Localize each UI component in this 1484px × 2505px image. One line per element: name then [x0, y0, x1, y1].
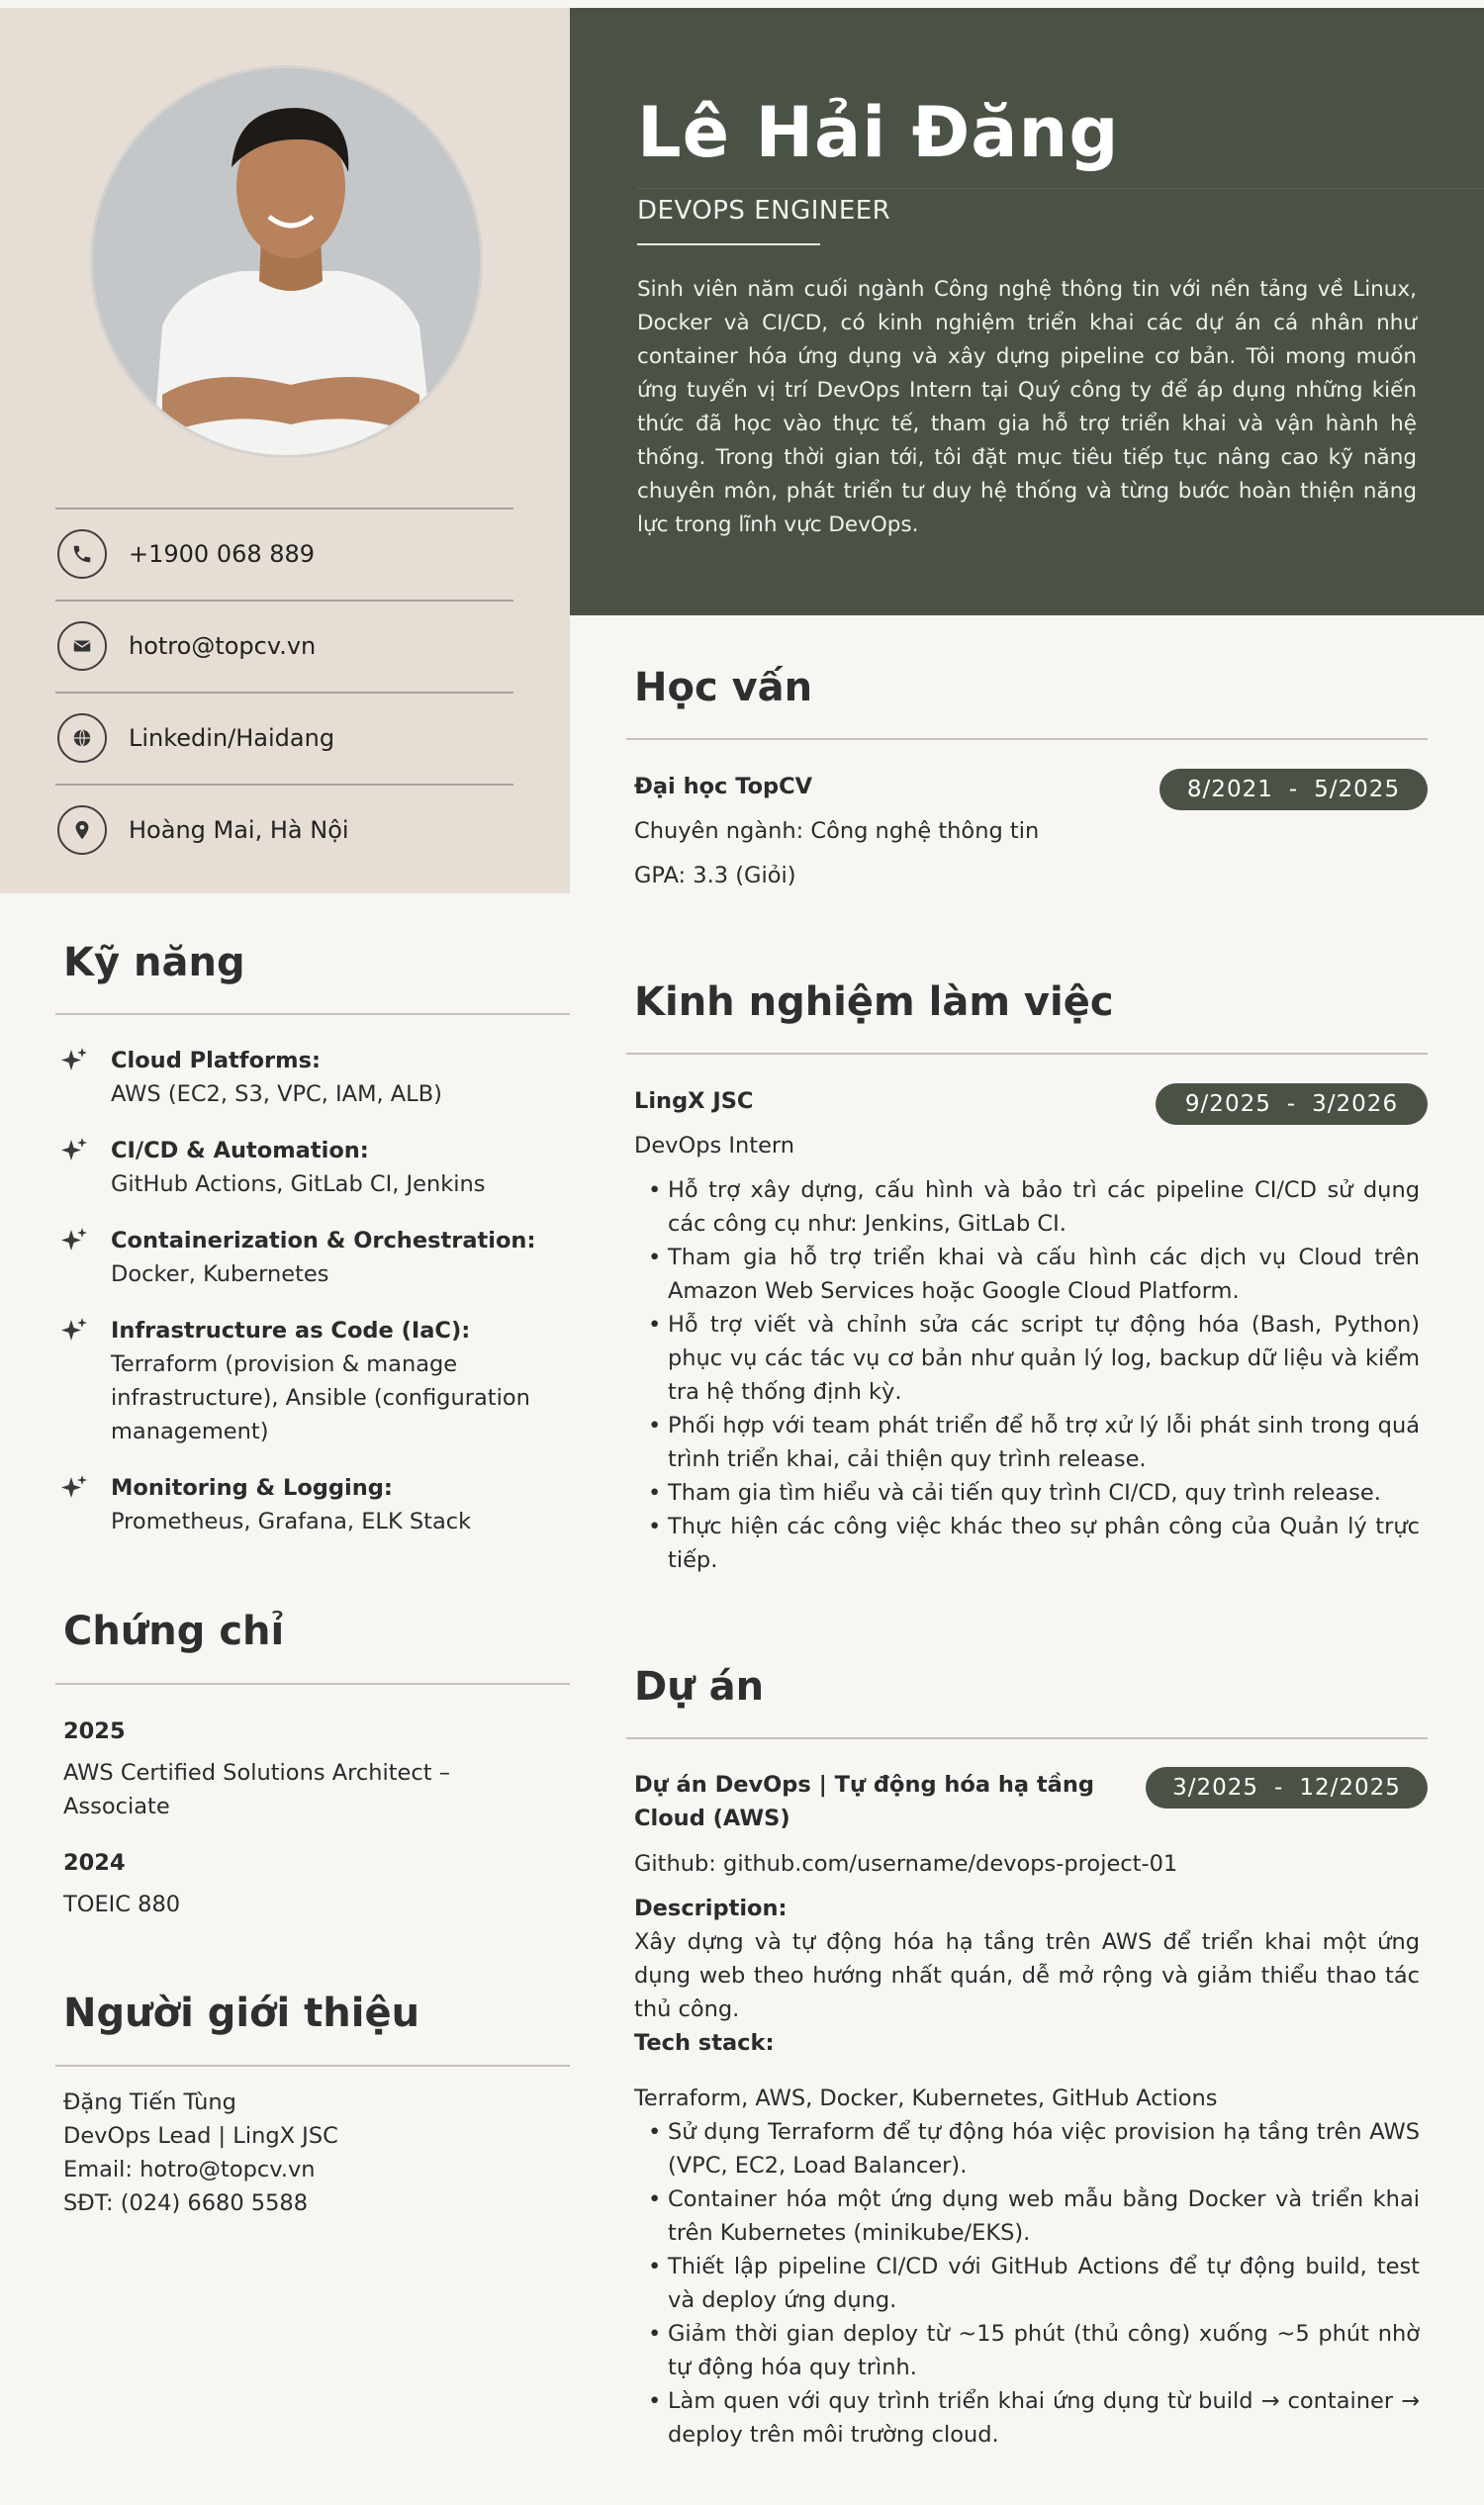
contact-phone-text: +1900 068 889 [129, 540, 316, 568]
globe-icon [57, 713, 107, 763]
education-major: Chuyên ngành: Công nghệ thông tin [634, 818, 1040, 844]
header-rule [637, 188, 1484, 189]
profile-photo [90, 65, 483, 458]
certificate-year: 2024 [63, 1850, 126, 1876]
contact-divider [55, 784, 513, 786]
contact-email-text: hotro@topcv.vn [129, 632, 317, 660]
list-item: • Container hóa một ứng dụng web mẫu bằng Docker và triển khai trên Kubernetes (minikube/EKS). [634, 2182, 1420, 2250]
skills-rule [55, 1013, 570, 1015]
project-github: Github: github.com/username/devops-project-01 [634, 1851, 1178, 1877]
skill-detail: Docker, Kubernetes [111, 1261, 329, 1287]
project-techstack: Terraform, AWS, Docker, Kubernetes, GitHub Actions [634, 2086, 1218, 2111]
contact-phone [55, 526, 513, 582]
sparkle-icon [59, 1046, 89, 1075]
date-separator: - [1274, 1775, 1284, 1801]
date-start: 3/2025 [1172, 1775, 1259, 1801]
email-icon [57, 621, 107, 671]
contact-location-text: Hoàng Mai, Hà Nội [129, 816, 349, 844]
project-name: Dự án DevOps | Tự động hóa hạ tầng Cloud (AWS) [634, 1772, 1094, 1831]
experience-date-badge [1156, 1083, 1428, 1125]
project-bullets [634, 2115, 1420, 2452]
skill-item [59, 1224, 554, 1291]
phone-icon [57, 529, 107, 579]
contact-linkedin [55, 710, 513, 766]
experience-heading: Kinh nghiệm làm việc [634, 979, 1114, 1025]
candidate-name: Lê Hải Đăng [637, 92, 1120, 173]
project-date-badge [1146, 1767, 1428, 1809]
date-start: 8/2021 [1186, 777, 1273, 802]
references-heading: Người giới thiệu [63, 1991, 420, 2036]
position-title: DevOps Intern [634, 1133, 795, 1159]
role-underline [637, 243, 820, 245]
role-block [637, 196, 1429, 226]
header [570, 8, 1484, 615]
education-rule [626, 738, 1428, 740]
contact-divider [55, 600, 513, 602]
skill-detail: AWS (EC2, S3, VPC, IAM, ALB) [111, 1081, 442, 1107]
list-item: • Tham gia tìm hiểu và cải tiến quy trình CI/CD, quy trình release. [634, 1476, 1420, 1510]
list-item: • Thực hiện các công việc khác theo sự phân công của Quản lý trực tiếp. [634, 1510, 1420, 1577]
certificate-name: TOEIC 880 [63, 1892, 181, 1917]
skill-item [59, 1134, 554, 1201]
skill-detail: Terraform (provision & manage infrastructure), Ansible (configuration management) [111, 1351, 530, 1444]
skill-name: CI/CD & Automation: [111, 1138, 369, 1163]
education-gpa: GPA: 3.3 (Giỏi) [634, 863, 796, 888]
sparkle-icon [59, 1136, 89, 1165]
list-item: • Thiết lập pipeline CI/CD với GitHub Actions để tự động build, test và deploy ứng dụng. [634, 2250, 1420, 2317]
date-end: 5/2025 [1314, 777, 1401, 802]
education-date-badge [1159, 769, 1428, 810]
skill-name: Cloud Platforms: [111, 1048, 321, 1073]
skill-item [59, 1314, 554, 1448]
career-summary: Sinh viên năm cuối ngành Công nghệ thông tin với nền tảng về Linux, Docker và CI/CD, có kinh nghiệm triển khai các dự án cá nhân như container hóa ứng dụng và xây dựng pipeline cơ bản. Tôi mong muốn ứng tuyển vị trí DevOps Intern tại Quý công ty để áp dụng những kiến thức đã học vào thực tế, tham gia hỗ trợ triển khai và vận hành hệ thống. Trong thời gian tới, tôi đặt mục tiêu tiếp tục nâng cao kỹ năng chuyên môn, phát triển tư duy hệ thống và từng bước hoàn thiện năng lực trong lĩnh vực DevOps. [637, 277, 1417, 537]
references-rule [55, 2065, 570, 2067]
date-separator: - [1288, 777, 1299, 802]
date-end: 3/2026 [1312, 1091, 1399, 1117]
date-end: 12/2025 [1299, 1775, 1401, 1801]
contact-linkedin-text: Linkedin/Haidang [129, 724, 335, 752]
company-name: LingX JSC [634, 1088, 754, 1114]
project-description: Xây dựng và tự động hóa hạ tầng trên AWS để triển khai một ứng dụng web theo hướng nhất quán, dễ mở rộng và giảm thiểu thao tác thủ công. [634, 1929, 1420, 2022]
sparkle-icon [59, 1473, 89, 1503]
date-separator: - [1286, 1091, 1297, 1117]
certificate-year: 2025 [63, 1718, 126, 1744]
list-item: • Sử dụng Terraform để tự động hóa việc provision hạ tầng trên AWS (VPC, EC2, Load Balancer). [634, 2115, 1420, 2182]
reference-email: Email: hotro@topcv.vn [63, 2157, 316, 2182]
sidebar-top [0, 8, 570, 893]
certificates-rule [55, 1683, 570, 1685]
location-icon [57, 805, 107, 855]
certificates-heading: Chứng chỉ [63, 1609, 285, 1654]
projects-heading: Dự án [634, 1664, 765, 1710]
contact-email [55, 618, 513, 674]
projects-rule [626, 1737, 1428, 1739]
list-item: • Hỗ trợ xây dựng, cấu hình và bảo trì các pipeline CI/CD sử dụng các công cụ như: Jenkins, GitLab CI. [634, 1173, 1420, 1241]
contact-divider [55, 508, 513, 510]
education-heading: Học vấn [634, 665, 813, 710]
date-start: 9/2025 [1184, 1091, 1271, 1117]
description-label: Description: [634, 1896, 788, 1921]
skill-detail: Prometheus, Grafana, ELK Stack [111, 1509, 472, 1534]
certificate-name: AWS Certified Solutions Architect – Associate [63, 1760, 450, 1819]
reference-name: Đặng Tiến Tùng [63, 2089, 236, 2115]
experience-bullets [634, 1173, 1420, 1577]
reference-position: DevOps Lead | LingX JSC [63, 2123, 338, 2149]
contact-location [55, 802, 513, 858]
sparkle-icon [59, 1226, 89, 1255]
sparkle-icon [59, 1316, 89, 1345]
job-title: DEVOPS ENGINEER [637, 196, 891, 226]
skill-item [59, 1044, 554, 1111]
list-item: • Tham gia hỗ trợ triển khai và cấu hình các dịch vụ Cloud trên Amazon Web Services hoặc Google Cloud Platform. [634, 1241, 1420, 1308]
skill-detail: GitHub Actions, GitLab CI, Jenkins [111, 1171, 486, 1197]
skill-name: Monitoring & Logging: [111, 1475, 393, 1501]
skill-item [59, 1471, 554, 1538]
list-item: • Hỗ trợ viết và chỉnh sửa các script tự động hóa (Bash, Python) phục vụ các tác vụ cơ bản như quản lý log, backup dữ liệu và kiểm tra hệ thống định kỳ. [634, 1308, 1420, 1409]
list-item: • Giảm thời gian deploy từ ~15 phút (thủ công) xuống ~5 phút nhờ tự động hóa quy trình. [634, 2317, 1420, 2384]
list-item: • Làm quen với quy trình triển khai ứng dụng từ build → container → deploy trên môi trường cloud. [634, 2384, 1420, 2452]
skill-name: Containerization & Orchestration: [111, 1228, 536, 1253]
techstack-label: Tech stack: [634, 2030, 775, 2056]
list-item: • Phối hợp với team phát triển để hỗ trợ xử lý lỗi phát sinh trong quá trình triển khai, cải thiện quy trình release. [634, 1409, 1420, 1476]
reference-phone: SĐT: (024) 6680 5588 [63, 2190, 309, 2216]
contact-divider [55, 692, 513, 694]
skills-heading: Kỹ năng [63, 940, 245, 985]
school-name: Đại học TopCV [634, 774, 813, 799]
skill-name: Infrastructure as Code (IaC): [111, 1318, 471, 1344]
experience-rule [626, 1053, 1428, 1055]
